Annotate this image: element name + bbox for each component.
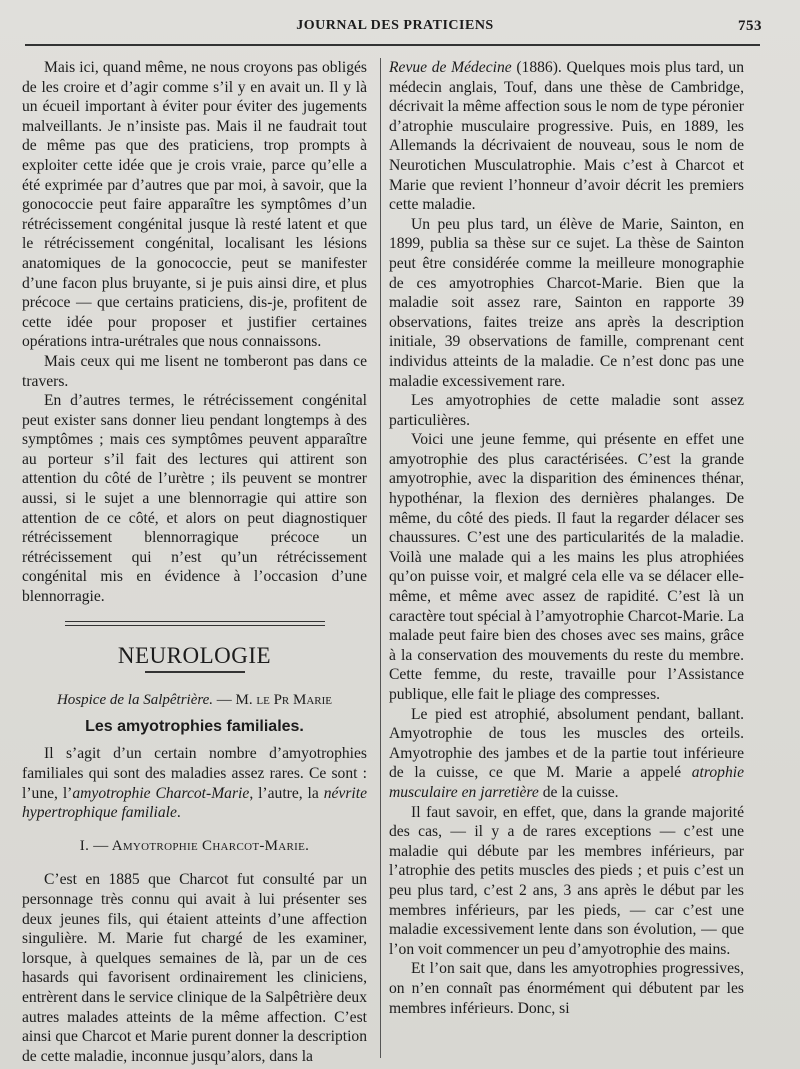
article-title: Les amyotrophies familiales. xyxy=(85,717,304,735)
subsection-heading: I. — Amyotrophie Charcot-Marie. xyxy=(79,837,310,854)
running-head xyxy=(28,18,762,40)
byline-author: — M. le Pr Marie xyxy=(213,692,333,709)
paragraph: Il s’agit d’un certain nombre d’amyotrophies familiales qui sont des maladies assez rares. Ce sont : l’une, l’amyotrophie Charcot-Marie, l’autre, la névrite hypertrophique familiale. xyxy=(22,745,367,822)
paragraph: Mais ici, quand même, ne nous croyons pas obligés de les croire et d’agir comme s’il y en avait un. Il y là un écueil important à éviter pour éviter des jugements malveillants. Je n’insiste pas. Mais il ne faudrait tout de même pas que des praticiens, trop prompts à exploiter cette idée que je crois vraie, parce qu’elle a été exprimée par d’autres que par moi, à savoir, que la gonococcie peut faire apparaître les symptômes d’un rétrécissement congénital jusque là resté latent et que le rétrécissement congénital, localisant les lésions anatomiques de la gonococcie, peut se manifester d’une facon plus bruyante, si je puis ainsi dire, et plus précoce — que certains praticiens, dis-je, profitent de cette idée pour proposer et justifier certaines opérations intra-urétrales que nous connaissons. xyxy=(22,59,367,351)
journal-title: JOURNAL DES PRATICIENS xyxy=(296,18,494,33)
paragraph: C’est en 1885 que Charcot fut consulté par un personnage très connu qui avait à lui présenter ses deux jeunes fils, qui étaient atteints d’une affection singulière. M. Marie fut chargé de les examiner, lorsque, à quelques semaines de là, par un de ces hasards qui favorisent ordinairement les cliniciens, entrèrent dans le service clinique de la Salpêtrière deux autres malades atteints de la même affection. C’est ainsi que Charcot et Marie purent donner la description de cette maladie, inconnue jusqu’alors, dans la xyxy=(22,871,367,1065)
paragraph: En d’autres termes, le rétrécissement congénital peut exister sans donner lieu pendant longtemps à des symptômes ; mais ces symptômes peuvent apparaître au porteur s’il fait des lectures qui attirent son attention du côté de l’urètre ; ils peuvent se montrer aussi, si le sujet a une blennorragie qui attire son attention de ce côté, et alors on peut diagnostiquer rétrécissement blennorragique précoce un rétrécissement qui n’est qu’un rétrécissement congénital mis en évidence à l’occasion d’une blennorragie. xyxy=(22,392,367,606)
paragraph: Voici une jeune femme, qui présente en effet une amyotrophie des plus caractérisées. C’est la grande amyotrophie, avec la disparition des éminences thénar, hypothénar, la flexion des dernières phalanges. De même, du côté des pieds. Il faut la regarder délacer ses chaussures. C’est une des particularités de la maladie. Voilà une malade qui a les mains les plus atrophiées qu’on puisse voir, et malgré cela elle va se délacer elle-même, et même avec assez de rapidité. C’est là un caractère tout spécial à l’amyotrophie Charcot-Marie. La malade peut faire bien des choses avec ses mains, grâce à la conservation des mouvements du reste du membre. Cette femme, du reste, travaille pour l’Assistance publique, elle fait le pliage des compresses. xyxy=(389,431,744,703)
byline-place: Hospice de la Salpêtrière. xyxy=(56,692,214,709)
paragraph: Il faut savoir, en effet, que, dans la grande majorité des cas, — il y a de rares exceptions — c’est une maladie qui débute par les membres inférieurs, par l’atrophie des petits muscles des pieds ; et puis c’est un peu plus tard, c’est 2 ans, 3 ans après le début par les membres inférieurs, par les pieds, — car c’est une maladie excessivement lente dans son évolution, — que l’on voit commencer un peu d’amyotrophie des mains. xyxy=(389,803,744,958)
paragraph: Mais ceux qui me lisent ne tomberont pas dans ce travers. xyxy=(22,352,367,390)
paragraph: Le pied est atrophié, absolument pendant, ballant. Amyotrophie de tous les muscles des orteils. Amyotrophie des jambes et de la partie tout inférieure de la cuisse, ce que M. Marie a appelé atrophie musculaire en jarretière de la cuisse. xyxy=(389,705,744,801)
section-separator xyxy=(22,621,367,626)
byline xyxy=(22,691,367,711)
paragraph: Et l’on sait que, dans les amyotrophies progressives, on n’en connaît pas énormément qui débutent par les membres inférieurs. Donc, si xyxy=(389,960,744,1017)
column-divider xyxy=(380,58,381,1058)
left-column xyxy=(22,58,367,1066)
header-rule xyxy=(25,44,760,46)
paragraph: Un peu plus tard, un élève de Marie, Sainton, en 1899, publia sa thèse sur ce sujet. La thèse de Sainton peut être considérée comme la meilleure monographie de ces amyotrophies Charcot-Marie. Bien que la maladie soit assez rare, Sainton en rapporte 39 observations, faites treize ans après la description initiale, 39 observations de famille, comprenant cent individus atteints de la maladie. Ce n’est donc pas une maladie excessivement rare. xyxy=(389,215,744,390)
section-title: NEUROLOGIE xyxy=(117,642,272,668)
paragraph: Les amyotrophies de cette maladie sont assez particulières. xyxy=(389,392,744,429)
page-number: 753 xyxy=(738,18,762,34)
right-column xyxy=(389,58,744,1018)
paragraph: Revue de Médecine (1886). Quelques mois plus tard, un médecin anglais, Touf, dans une thèse de Cambridge, décrivait la même affection sous le nom de type péronier d’atrophie musculaire progressive. Puis, en 1889, les Allemands la décrivaient de nouveau, sous le nom de Neurotichen Musculatrophie. Mais c’est à Charcot et Marie que revient l’honneur d’avoir décrit les premiers cette maladie. xyxy=(389,59,744,214)
section-underline xyxy=(145,671,245,673)
